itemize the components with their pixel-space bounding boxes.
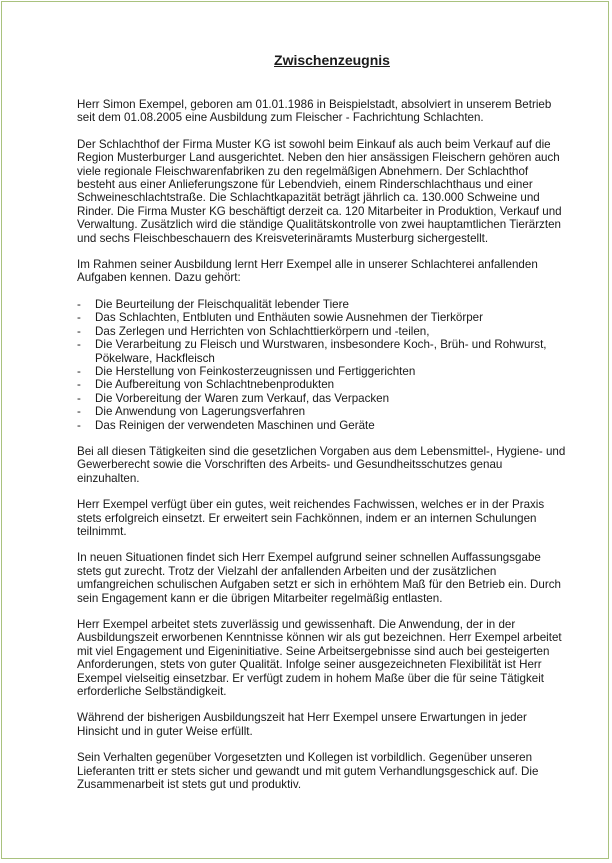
list-dash: -: [77, 324, 81, 338]
list-item: [77, 392, 567, 405]
regulations-paragraph: Bei all diesen Tätigkeiten sind die gesetzlichen Vorgaben aus dem Lebensmittel-, Hygiene- und Gewerberecht sowie die Vorschriften des Arbeits- und Gesundheitsschutzes genau einzuhalten.: [77, 444, 566, 485]
list-item-text: Die Vorbereitung der Waren zum Verkauf, das Verpacken: [95, 391, 390, 405]
list-dash: -: [77, 364, 81, 378]
expectations-paragraph: Während der bisherigen Ausbildungszeit hat Herr Exempel unsere Erwartungen in jeder Hinsicht und in guter Weise erfüllt.: [77, 711, 527, 738]
tasks-intro-paragraph: Im Rahmen seiner Ausbildung lernt Herr Exempel alle in unserer Schlachterei anfallenden Aufgaben kennen. Dazu gehört:: [77, 258, 538, 285]
conduct-paragraph: Sein Verhalten gegenüber Vorgesetzten und Kollegen ist vorbildlich. Gegenüber unseren Lieferanten tritt er stets sicher und gewandt und mit gutem Verhandlungsgeschick auf. Die Zusammenarbeit ist stets gut und produktiv.: [77, 751, 539, 792]
task-list: [77, 298, 567, 432]
list-item: [77, 365, 567, 378]
list-dash: -: [77, 297, 81, 311]
intro-paragraph: Herr Simon Exempel, geboren am 01.01.1986 in Beispielstadt, absolviert in unserem Betrieb seit dem 01.08.2005 eine Ausbildung zum Fleischer - Fachrichtung Schlachten.: [77, 98, 552, 125]
list-item-text: Das Zerlegen und Herrichten von Schlachttierkörpern und -teilen,: [95, 324, 430, 338]
company-paragraph: Der Schlachthof der Firma Muster KG ist sowohl beim Einkauf als auch beim Verkauf auf die Region Musterburger Land ausgerichtet. Neben den hier ansässigen Fleischern gehören auch viele regionale Fleischwarenfabriken zu den regelmäßigen Abnehmern. Der Schlachthof besteht aus einer Anlieferungszone für Lebendvieh, einem Rinderschlachthaus und einer Schweineschlachtstraße. Die Schlachtkapazität beträgt jährlich ca. 130.000 Schweine und Rinder. Die Firma Muster KG beschäftigt derzeit ca. 120 Mitarbeiter in Produktion, Verkauf und Verwaltung. Zusätzlich wird die ständige Qualitätskontrolle von zwei hauptamtlichen Tierärzten und sechs Fleischbeschauern des Kreisveterinäramts Musterburg sichergestellt.: [77, 137, 562, 245]
document-page: [1, 1, 609, 859]
knowledge-paragraph: Herr Exempel verfügt über ein gutes, weit reichendes Fachwissen, welches er in der Praxis stets erfolgreich einsetzt. Er erweitert sein Fachkönnen, indem er an internen Schulungen teilnimmt.: [77, 498, 545, 538]
list-dash: -: [77, 418, 81, 432]
list-dash: -: [77, 378, 81, 392]
list-item: [77, 419, 567, 432]
list-item-text: Das Schlachten, Entbluten und Enthäuten sowie Ausnehmen der Tierkörper: [95, 311, 483, 325]
list-item-text: Die Anwendung von Lagerungsverfahren: [95, 405, 306, 419]
list-item-text: Die Beurteilung der Fleischqualität lebender Tiere: [95, 297, 349, 311]
list-item-text: Die Aufbereitung von Schlachtnebenprodukten: [95, 378, 335, 392]
list-item: [77, 338, 567, 365]
list-dash: -: [77, 391, 81, 405]
list-item-text: Das Reinigen der verwendeten Maschinen und Geräte: [95, 418, 375, 432]
document-body: [77, 52, 567, 804]
adaptability-paragraph: In neuen Situationen findet sich Herr Exempel aufgrund seiner schnellen Auffassungsgabe stets gut zurecht. Trotz der Vielzahl der anfallenden Arbeiten und der zusätzlichen umfangreichen schulischen Aufgaben setzt er sich in erhöhtem Maß für den Betrieb ein. Durch sein Engagement kann er die übrigen Mitarbeiter regelmäßig entlasten.: [77, 551, 561, 605]
list-item: [77, 325, 567, 338]
document-title: Zwischenzeugnis: [274, 52, 390, 68]
list-dash: -: [77, 405, 81, 419]
list-item-text: Die Herstellung von Feinkosterzeugnissen und Fertiggerichten: [95, 364, 416, 378]
list-dash: -: [77, 338, 81, 352]
list-item: [77, 298, 567, 311]
list-item: [77, 405, 567, 418]
work-quality-paragraph: Herr Exempel arbeitet stets zuverlässig und gewissenhaft. Die Anwendung, der in der Ausbildungszeit erworbenen Kenntnisse können wir als gut bezeichnen. Herr Exempel arbeitet mit viel Engagement und Eigeninitiative. Seine Arbeitsergebnisse sind auch bei gesteigerten Anforderungen, stets von guter Qualität. Infolge seiner ausgezeichneten Flexibilität ist Herr Exempel vielseitig einsetzbar. Er verfügt zudem in hohem Maße über die für seine Tätigkeit erforderliche Selbständigkeit.: [77, 618, 562, 699]
list-item-text: Die Verarbeitung zu Fleisch und Wurstwaren, insbesondere Koch-, Brüh- und Rohwurst, Pökelware, Hackfleisch: [95, 338, 547, 365]
list-item: [77, 378, 567, 391]
list-item: [77, 311, 567, 324]
list-dash: -: [77, 311, 81, 325]
